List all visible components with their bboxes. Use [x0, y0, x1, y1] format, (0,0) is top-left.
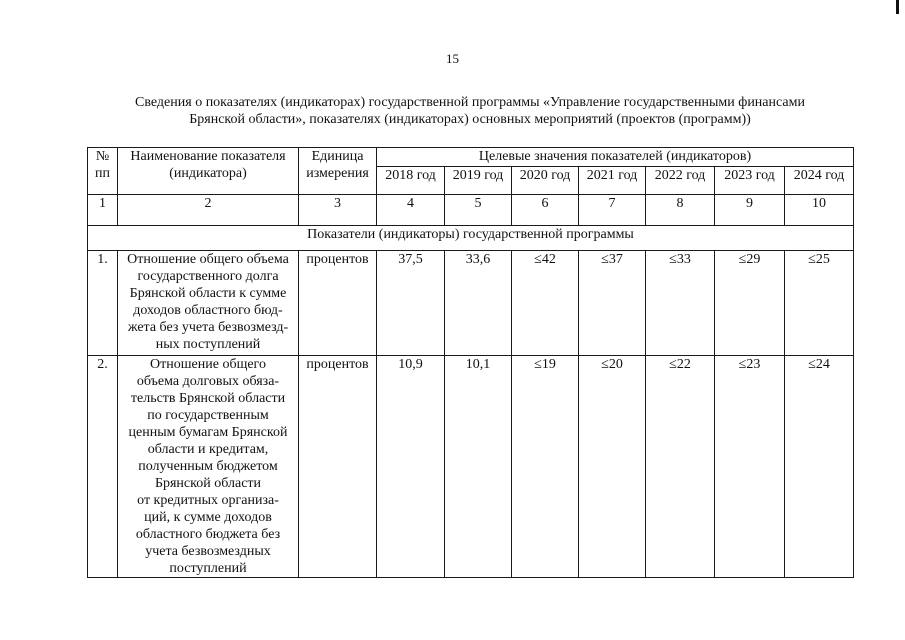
header-name-line-2: (индикатора)	[169, 166, 247, 181]
row-number: 1.	[88, 251, 118, 356]
indicator-name-line: объема долговых обяза-	[136, 374, 280, 389]
indicator-name-line: ценным бумагам Брянской	[128, 425, 288, 440]
value-cell: ≤33	[646, 251, 715, 356]
indicator-name	[118, 356, 299, 578]
value-cell: ≤22	[646, 356, 715, 578]
row-number: 2.	[88, 356, 118, 578]
value-cell: ≤29	[715, 251, 785, 356]
value-cell: 10,9	[377, 356, 445, 578]
column-number: 7	[579, 195, 646, 226]
indicator-name-line: ций, к сумме доходов	[144, 510, 272, 525]
header-unit-line-2: измерения	[306, 166, 369, 181]
header-num-line-1: №	[95, 149, 110, 164]
indicator-name-line: доходов областного бюд-	[133, 303, 283, 318]
header-year: 2022 год	[646, 167, 715, 195]
header-year: 2018 год	[377, 167, 445, 195]
unit-cell: процентов	[299, 356, 377, 578]
indicator-name-line: тельств Брянской области	[130, 391, 286, 406]
header-row-top	[88, 148, 854, 167]
indicator-name-line: областного бюджета без	[135, 527, 281, 542]
indicator-name	[118, 251, 299, 356]
unit-cell: процентов	[299, 251, 377, 356]
document-title-line-2: Брянской области», показателях (индикаторах) основных мероприятий (проектов (программ))	[189, 112, 751, 127]
header-year: 2020 год	[512, 167, 579, 195]
indicators-table	[87, 147, 854, 578]
indicator-name-line: Отношение общего объема	[127, 252, 289, 267]
header-unit-line-1: Единица	[311, 149, 364, 164]
header-year: 2021 год	[579, 167, 646, 195]
header-target-values: Целевые значения показателей (индикаторов)	[377, 148, 854, 167]
value-cell: ≤23	[715, 356, 785, 578]
column-number: 6	[512, 195, 579, 226]
document-title-line-1: Сведения о показателях (индикаторах) государственной программы «Управление государственными финансами	[135, 95, 805, 110]
column-number: 2	[118, 195, 299, 226]
column-number: 5	[445, 195, 512, 226]
header-year: 2019 год	[445, 167, 512, 195]
page-number: 15	[446, 51, 459, 66]
scan-edge-mark	[896, 0, 899, 14]
indicator-name-line: от кредитных организа-	[137, 493, 279, 508]
value-cell: ≤25	[785, 251, 854, 356]
value-cell: ≤24	[785, 356, 854, 578]
indicator-name-line: государственного долга	[137, 269, 279, 284]
indicator-name-line: учета безвозмездных	[145, 544, 271, 559]
value-cell: ≤37	[579, 251, 646, 356]
indicator-name-line: Брянской области к сумме	[129, 286, 287, 301]
value-cell: ≤19	[512, 356, 579, 578]
value-cell: ≤42	[512, 251, 579, 356]
document-title	[80, 94, 860, 128]
header-num-line-2: пп	[95, 166, 110, 181]
column-number: 10	[785, 195, 854, 226]
section-heading: Показатели (индикаторы) государственной программы	[88, 226, 854, 251]
column-number: 4	[377, 195, 445, 226]
indicator-name-line: области и кредитам,	[147, 442, 269, 457]
indicator-name-line: по государственным	[147, 408, 269, 423]
indicator-name-line: полученным бюджетом	[138, 459, 278, 474]
column-number: 1	[88, 195, 118, 226]
column-number-row	[88, 195, 854, 226]
section-heading-row	[88, 226, 854, 251]
table-row	[88, 356, 854, 578]
value-cell: 10,1	[445, 356, 512, 578]
column-number: 3	[299, 195, 377, 226]
header-indicator-name	[118, 148, 299, 195]
header-year: 2023 год	[715, 167, 785, 195]
column-number: 9	[715, 195, 785, 226]
header-num	[88, 148, 118, 195]
header-year: 2024 год	[785, 167, 854, 195]
header-unit	[299, 148, 377, 195]
value-cell: 37,5	[377, 251, 445, 356]
value-cell: ≤20	[579, 356, 646, 578]
column-number: 8	[646, 195, 715, 226]
indicator-name-line: Брянской области	[154, 476, 262, 491]
indicator-name-line: ных поступлений	[155, 337, 261, 352]
indicator-name-line: жета без учета безвозмезд-	[127, 320, 289, 335]
header-name-line-1: Наименование показателя	[130, 149, 286, 164]
table-row	[88, 251, 854, 356]
indicator-name-line: поступлений	[169, 561, 247, 576]
indicator-name-line: Отношение общего	[150, 357, 266, 372]
value-cell: 33,6	[445, 251, 512, 356]
